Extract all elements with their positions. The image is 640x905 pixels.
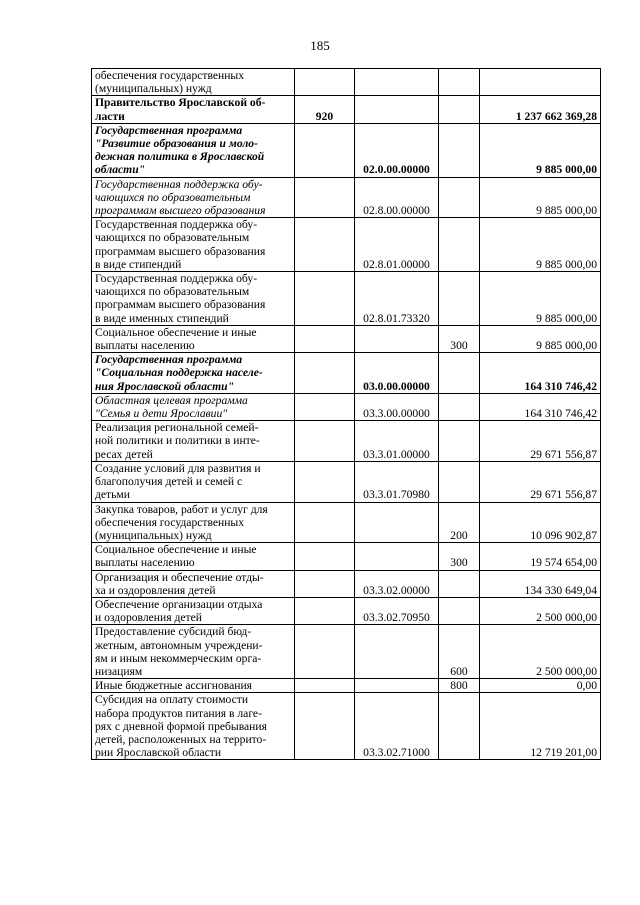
row-sum-cell: 9 885 000,00 (480, 325, 601, 352)
row-name-line: области" (95, 163, 146, 177)
row-gov-code-cell (295, 679, 355, 693)
row-name-line: Правительство Ярославской об- (95, 96, 266, 110)
row-sum-cell: 12 719 201,00 (480, 693, 601, 760)
row-expense-type-cell (439, 218, 480, 272)
row-sum-cell: 10 096 902,87 (480, 502, 601, 543)
row-target-code-cell (355, 502, 439, 543)
row-expense-type-cell: 300 (439, 543, 480, 570)
row-name-line: Иные бюджетные ассигнования (95, 679, 252, 693)
row-sum-cell: 19 574 654,00 (480, 543, 601, 570)
row-name-line: обеспечения государственных (95, 515, 245, 529)
row-name-line: ной политики и политики в инте- (95, 434, 260, 448)
row-name-line: Организация и обеспечение отды- (95, 570, 264, 584)
row-name-cell (92, 461, 295, 502)
row-name-line: благополучия детей и семей с (95, 475, 243, 489)
page-number: 185 (310, 38, 330, 53)
row-name-line: ха и оздоровления детей (95, 583, 216, 597)
row-name-line: Государственная программа (95, 353, 243, 367)
row-name-line: чающихся по образовательным (95, 231, 250, 245)
row-target-code-cell (355, 69, 439, 96)
row-name-cell (92, 393, 295, 420)
row-gov-code-cell (295, 69, 355, 96)
row-gov-code-cell (295, 123, 355, 177)
row-name-cell (92, 325, 295, 352)
row-name-cell (92, 353, 295, 394)
row-expense-type-cell (439, 597, 480, 624)
row-target-code-cell: 02.8.00.00000 (355, 177, 439, 218)
row-name-cell (92, 693, 295, 760)
table-row (92, 123, 601, 177)
row-sum-cell: 0,00 (480, 679, 601, 693)
row-gov-code-cell (295, 393, 355, 420)
table-row (92, 461, 601, 502)
table-row (92, 543, 601, 570)
row-expense-type-cell (439, 272, 480, 326)
row-sum-cell: 134 330 649,04 (480, 570, 601, 597)
row-target-code-cell (355, 543, 439, 570)
row-name-line: детей, расположенных на террито- (95, 732, 267, 746)
row-expense-type-cell (439, 69, 480, 96)
row-expense-type-cell: 600 (439, 625, 480, 679)
table-row (92, 325, 601, 352)
row-name-cell (92, 218, 295, 272)
row-sum-cell: 164 310 746,42 (480, 393, 601, 420)
row-name-line: (муниципальных) нужд (95, 82, 212, 96)
row-gov-code-cell (295, 421, 355, 462)
row-gov-code-cell (295, 177, 355, 218)
row-expense-type-cell (439, 570, 480, 597)
row-sum-cell: 164 310 746,42 (480, 353, 601, 394)
row-name-line: Социальное обеспечение и иные (95, 325, 257, 339)
row-name-line: дежная политика в Ярославской (95, 150, 265, 164)
row-gov-code-cell (295, 693, 355, 760)
row-target-code-cell: 02.8.01.00000 (355, 218, 439, 272)
row-name-line: Субсидия на оплату стоимости (95, 693, 249, 707)
row-name-line: "Развитие образования и моло- (95, 137, 258, 151)
row-name-cell (92, 96, 295, 123)
row-name-line: Закупка товаров, работ и услуг для (95, 502, 268, 516)
row-name-cell (92, 123, 295, 177)
row-sum-cell: 1 237 662 369,28 (480, 96, 601, 123)
row-name-line: низациям (95, 664, 143, 678)
row-gov-code-cell: 920 (295, 96, 355, 123)
row-sum-cell: 9 885 000,00 (480, 272, 601, 326)
table-row (92, 625, 601, 679)
row-name-line: чающихся по образовательным (95, 190, 251, 204)
row-name-cell (92, 272, 295, 326)
row-name-cell (92, 597, 295, 624)
row-name-line: ресах детей (95, 447, 153, 461)
row-target-code-cell: 03.3.01.70980 (355, 461, 439, 502)
row-expense-type-cell: 300 (439, 325, 480, 352)
table-row (92, 69, 601, 96)
row-name-line: ям и иным некоммерческим орга- (95, 651, 262, 665)
row-name-cell (92, 69, 295, 96)
table-row (92, 421, 601, 462)
row-name-line: набора продуктов питания в лаге- (95, 706, 262, 720)
row-name-line: Социальное обеспечение и иные (95, 543, 257, 557)
row-expense-type-cell (439, 393, 480, 420)
budget-table (91, 68, 601, 760)
row-sum-cell (480, 69, 601, 96)
row-name-line: в виде стипендий (95, 257, 182, 271)
row-name-line: "Социальная поддержка населе- (95, 366, 263, 380)
row-target-code-cell (355, 325, 439, 352)
table-row (92, 597, 601, 624)
row-gov-code-cell (295, 353, 355, 394)
row-name-line: Государственная поддержка обу- (95, 218, 258, 232)
row-sum-cell: 9 885 000,00 (480, 218, 601, 272)
row-target-code-cell: 02.8.01.73320 (355, 272, 439, 326)
row-gov-code-cell (295, 625, 355, 679)
row-expense-type-cell (439, 461, 480, 502)
row-target-code-cell: 03.3.02.70950 (355, 597, 439, 624)
row-sum-cell: 9 885 000,00 (480, 177, 601, 218)
row-name-line: обеспечения государственных (95, 69, 245, 82)
row-target-code-cell: 02.0.00.00000 (355, 123, 439, 177)
row-name-cell (92, 177, 295, 218)
row-name-line: Обеспечение организации отдыха (95, 597, 263, 611)
row-name-line: "Семья и дети Ярославии" (95, 407, 228, 421)
row-gov-code-cell (295, 597, 355, 624)
table-row (92, 393, 601, 420)
row-name-line: выплаты населению (95, 339, 195, 353)
row-sum-cell: 2 500 000,00 (480, 597, 601, 624)
row-expense-type-cell (439, 123, 480, 177)
table-row (92, 693, 601, 760)
table-row (92, 177, 601, 218)
row-gov-code-cell (295, 272, 355, 326)
row-target-code-cell: 03.3.02.00000 (355, 570, 439, 597)
row-expense-type-cell (439, 693, 480, 760)
row-name-line: программам высшего образования (95, 298, 266, 312)
row-sum-cell: 29 671 556,87 (480, 461, 601, 502)
table-row (92, 218, 601, 272)
row-name-cell (92, 502, 295, 543)
row-sum-cell: 29 671 556,87 (480, 421, 601, 462)
table-row (92, 272, 601, 326)
row-target-code-cell: 03.3.00.00000 (355, 393, 439, 420)
row-gov-code-cell (295, 325, 355, 352)
table-row (92, 502, 601, 543)
row-gov-code-cell (295, 218, 355, 272)
row-name-line: Областная целевая программа (95, 393, 248, 407)
row-target-code-cell (355, 679, 439, 693)
row-name-line: рии Ярославской области (95, 746, 222, 760)
row-name-line: Реализация региональной семей- (95, 421, 259, 435)
row-expense-type-cell: 200 (439, 502, 480, 543)
row-name-cell (92, 421, 295, 462)
row-name-line: Предоставление субсидий бюд- (95, 625, 252, 639)
row-gov-code-cell (295, 570, 355, 597)
row-name-cell (92, 679, 295, 693)
row-expense-type-cell (439, 96, 480, 123)
row-name-line: ния Ярославской области" (95, 379, 235, 393)
row-target-code-cell: 03.0.00.00000 (355, 353, 439, 394)
row-gov-code-cell (295, 543, 355, 570)
row-name-line: Создание условий для развития и (95, 461, 261, 475)
row-name-line: жетным, автономным учреждени- (95, 638, 263, 652)
row-name-line: чающихся по образовательным (95, 285, 250, 299)
row-gov-code-cell (295, 502, 355, 543)
row-expense-type-cell (439, 177, 480, 218)
row-expense-type-cell (439, 353, 480, 394)
row-name-line: программам высшего образования (95, 204, 266, 218)
row-sum-cell: 9 885 000,00 (480, 123, 601, 177)
row-name-line: Государственная поддержка обу- (95, 177, 263, 191)
row-target-code-cell: 03.3.02.71000 (355, 693, 439, 760)
row-name-line: и оздоровления детей (95, 611, 202, 625)
row-expense-type-cell: 800 (439, 679, 480, 693)
row-name-line: (муниципальных) нужд (95, 528, 212, 542)
row-name-line: Государственная поддержка обу- (95, 272, 258, 286)
row-sum-cell: 2 500 000,00 (480, 625, 601, 679)
row-expense-type-cell (439, 421, 480, 462)
row-name-line: в виде именных стипендий (95, 311, 229, 325)
row-name-cell (92, 570, 295, 597)
row-name-line: выплаты населению (95, 556, 195, 570)
row-name-cell (92, 543, 295, 570)
row-gov-code-cell (295, 461, 355, 502)
table-row (92, 679, 601, 693)
row-target-code-cell (355, 96, 439, 123)
budget-table-body (92, 69, 601, 760)
row-name-line: Государственная программа (95, 123, 243, 137)
row-target-code-cell (355, 625, 439, 679)
row-name-cell (92, 625, 295, 679)
row-name-line: детьми (95, 488, 130, 502)
row-name-line: ласти (95, 109, 125, 123)
row-target-code-cell: 03.3.01.00000 (355, 421, 439, 462)
table-row (92, 96, 601, 123)
row-name-line: рях с дневной формой пребывания (95, 719, 267, 733)
row-name-line: программам высшего образования (95, 244, 266, 258)
table-row (92, 570, 601, 597)
table-row (92, 353, 601, 394)
